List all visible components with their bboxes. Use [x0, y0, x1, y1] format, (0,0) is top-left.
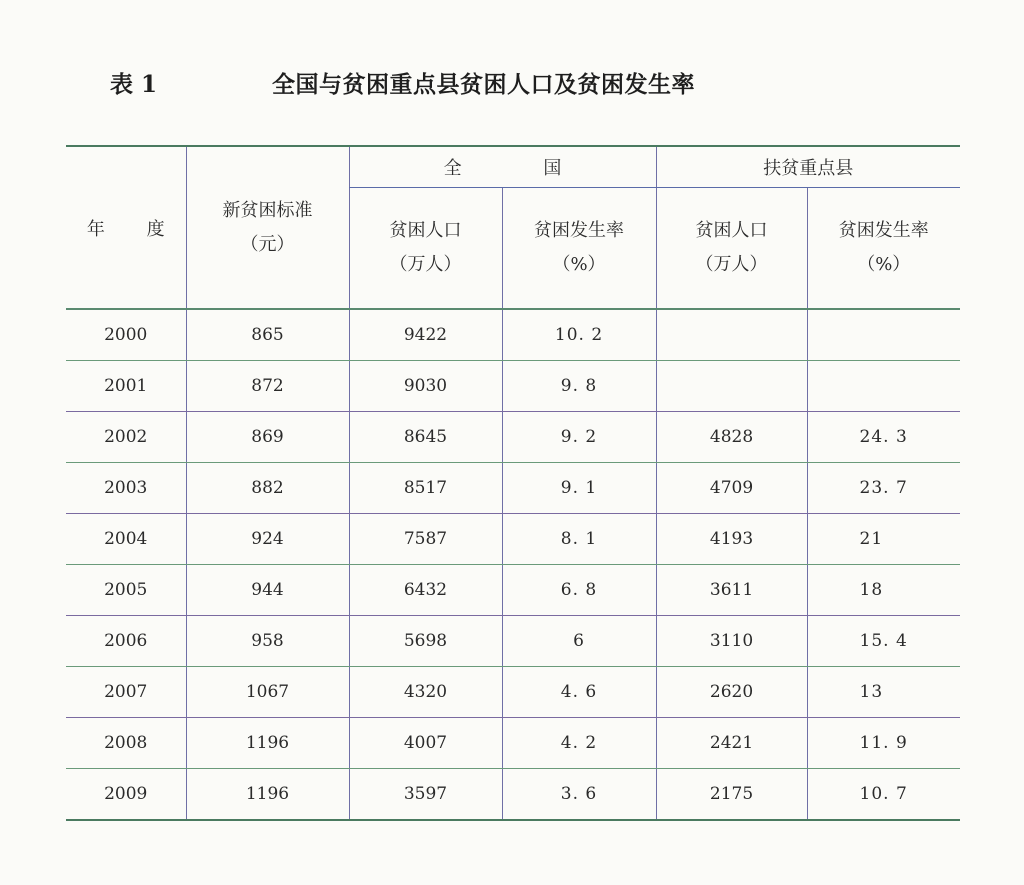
cell-counties-rate [807, 309, 960, 361]
table-row [66, 667, 960, 718]
cell-counties-rate: 24. 3 [807, 412, 960, 463]
cell-national-rate: 4. 2 [502, 718, 656, 769]
header-counties-pop-line1: 贫困人口 [695, 220, 768, 241]
cell-counties-pop [656, 361, 807, 412]
cell-national-rate: 3. 6 [502, 769, 656, 821]
cell-standard: 882 [186, 463, 349, 514]
header-national-pop-line1: 贫困人口 [389, 220, 462, 241]
cell-standard: 872 [186, 361, 349, 412]
cell-standard: 1067 [186, 667, 349, 718]
cell-standard: 1196 [186, 718, 349, 769]
cell-standard: 1196 [186, 769, 349, 821]
cell-national-rate: 9. 2 [502, 412, 656, 463]
cell-year: 2001 [66, 361, 186, 412]
cell-national-rate: 9. 8 [502, 361, 656, 412]
cell-counties-pop [656, 309, 807, 361]
cell-counties-pop: 4709 [656, 463, 807, 514]
cell-standard: 869 [186, 412, 349, 463]
cell-year: 2000 [66, 309, 186, 361]
cell-national-rate: 6 [502, 616, 656, 667]
cell-national-rate: 6. 8 [502, 565, 656, 616]
cell-national-pop: 3597 [349, 769, 502, 821]
cell-year: 2008 [66, 718, 186, 769]
table-row [66, 361, 960, 412]
cell-year: 2005 [66, 565, 186, 616]
cell-standard: 865 [186, 309, 349, 361]
header-group-counties: 扶贫重点县 [656, 146, 960, 188]
header-standard-line2: （元） [240, 233, 295, 255]
table-row [66, 412, 960, 463]
header-counties-rate [807, 188, 960, 310]
cell-national-pop: 9422 [349, 309, 502, 361]
cell-counties-pop: 4828 [656, 412, 807, 463]
cell-national-pop: 8517 [349, 463, 502, 514]
cell-year: 2003 [66, 463, 186, 514]
cell-counties-pop: 2421 [656, 718, 807, 769]
cell-national-rate: 4. 6 [502, 667, 656, 718]
table-row [66, 309, 960, 361]
cell-counties-rate: 23. 7 [807, 463, 960, 514]
cell-counties-rate: 15. 4 [807, 616, 960, 667]
cell-national-pop: 7587 [349, 514, 502, 565]
cell-national-pop: 9030 [349, 361, 502, 412]
cell-counties-rate: 13 [807, 667, 960, 718]
header-group-national: 全 国 [349, 146, 656, 188]
header-national-rate-line1: 贫困发生率 [534, 220, 624, 241]
cell-counties-pop: 3611 [656, 565, 807, 616]
cell-national-pop: 4007 [349, 718, 502, 769]
cell-counties-rate: 11. 9 [807, 718, 960, 769]
header-standard-line1: 新贫困标准 [222, 199, 313, 221]
cell-counties-pop: 2175 [656, 769, 807, 821]
cell-year: 2009 [66, 769, 186, 821]
cell-standard: 944 [186, 565, 349, 616]
cell-standard: 924 [186, 514, 349, 565]
table-number: 表 1 [110, 71, 158, 98]
table-caption [0, 66, 1024, 106]
cell-counties-rate: 18 [807, 565, 960, 616]
table-row [66, 514, 960, 565]
cell-national-rate: 9. 1 [502, 463, 656, 514]
table-row [66, 616, 960, 667]
cell-national-pop: 4320 [349, 667, 502, 718]
header-counties-pop [656, 188, 807, 310]
cell-counties-rate: 10. 7 [807, 769, 960, 821]
header-counties-rate-line1: 贫困发生率 [838, 220, 929, 241]
cell-standard: 958 [186, 616, 349, 667]
header-national-rate [502, 188, 656, 310]
cell-national-pop: 6432 [349, 565, 502, 616]
cell-year: 2002 [66, 412, 186, 463]
table-title: 全国与贫困重点县贫困人口及贫困发生率 [272, 71, 695, 98]
cell-counties-pop: 4193 [656, 514, 807, 565]
header-national-pop [349, 188, 502, 310]
table-row [66, 769, 960, 821]
cell-counties-rate [807, 361, 960, 412]
cell-national-rate: 10. 2 [502, 309, 656, 361]
cell-year: 2006 [66, 616, 186, 667]
cell-national-pop: 5698 [349, 616, 502, 667]
cell-year: 2007 [66, 667, 186, 718]
cell-national-rate: 8. 1 [502, 514, 656, 565]
cell-national-pop: 8645 [349, 412, 502, 463]
cell-counties-rate: 21 [807, 514, 960, 565]
header-national-rate-line2: （%） [552, 254, 606, 275]
header-counties-rate-line2: （%） [857, 254, 911, 275]
header-counties-pop-line2: （万人） [695, 254, 768, 275]
cell-counties-pop: 2620 [656, 667, 807, 718]
header-year: 年 度 [66, 146, 186, 309]
header-national-pop-line2: （万人） [389, 254, 462, 275]
poverty-table [66, 145, 960, 821]
table-row [66, 565, 960, 616]
table-body [66, 309, 960, 820]
table-row [66, 463, 960, 514]
table-row [66, 718, 960, 769]
cell-counties-pop: 3110 [656, 616, 807, 667]
header-standard [186, 146, 349, 309]
cell-year: 2004 [66, 514, 186, 565]
table-header [66, 146, 960, 309]
